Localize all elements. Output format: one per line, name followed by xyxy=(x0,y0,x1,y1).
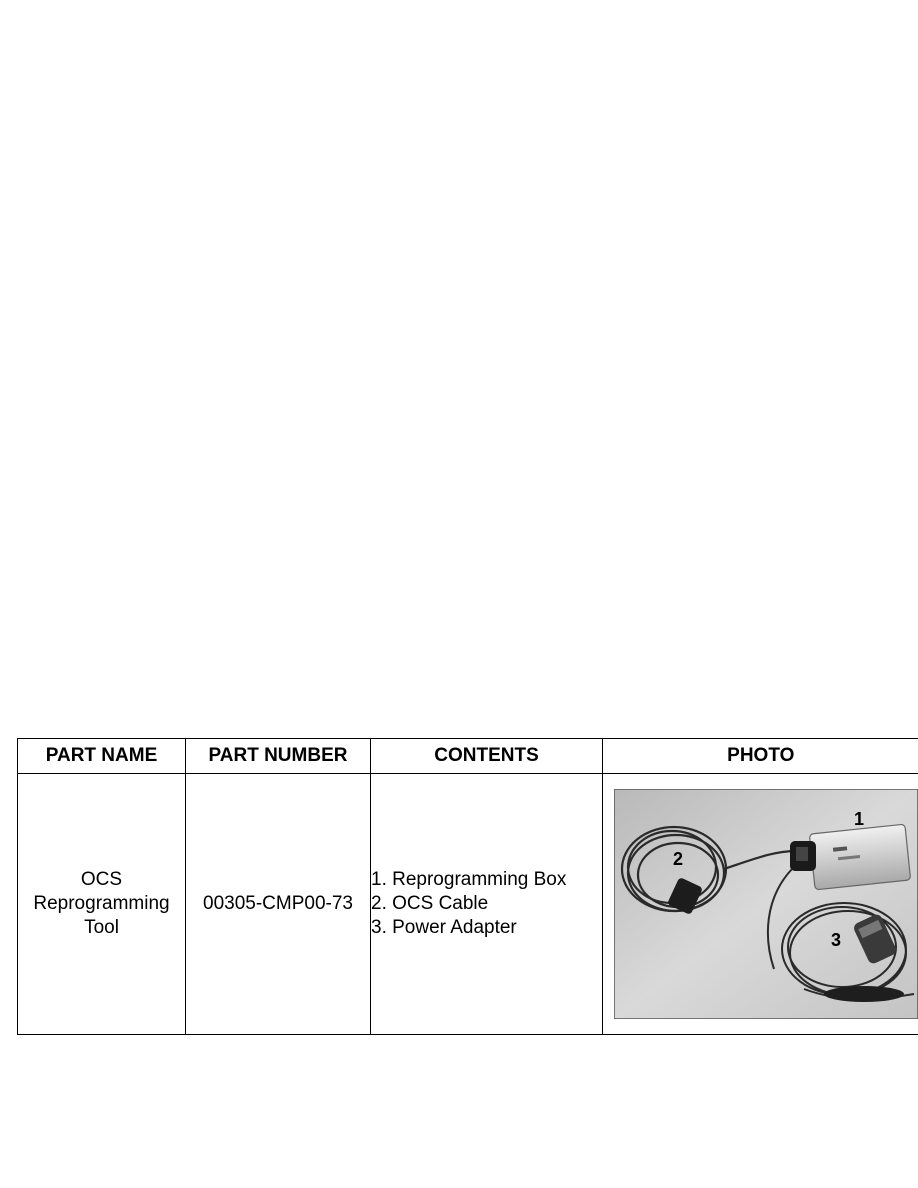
product-photo xyxy=(614,789,918,1019)
contents-item: 1. Reprogramming Box xyxy=(371,869,567,890)
cell-part-number: 00305-CMP00-73 xyxy=(186,774,371,1035)
header-part-number: PART NUMBER xyxy=(186,739,371,774)
callout-1: 1 xyxy=(854,809,865,829)
cell-contents xyxy=(371,774,603,1035)
header-part-name: PART NAME xyxy=(18,739,186,774)
header-contents: CONTENTS xyxy=(371,739,603,774)
callout-3: 3 xyxy=(831,930,842,950)
contents-list xyxy=(371,868,602,940)
part-name-line: Tool xyxy=(84,917,119,938)
contents-item: 3. Power Adapter xyxy=(371,917,517,938)
part-name-line: Reprogramming xyxy=(33,893,170,914)
ocs-tool-photo xyxy=(614,789,918,1019)
part-name-line: OCS xyxy=(80,869,123,890)
callout-2: 2 xyxy=(673,849,684,869)
table-header-row xyxy=(18,739,918,774)
header-photo: PHOTO xyxy=(603,739,918,774)
cell-photo xyxy=(603,774,918,1035)
cell-part-name xyxy=(18,774,186,1035)
table-row xyxy=(18,774,918,1035)
parts-table xyxy=(17,738,918,1035)
contents-item: 2. OCS Cable xyxy=(371,893,489,914)
